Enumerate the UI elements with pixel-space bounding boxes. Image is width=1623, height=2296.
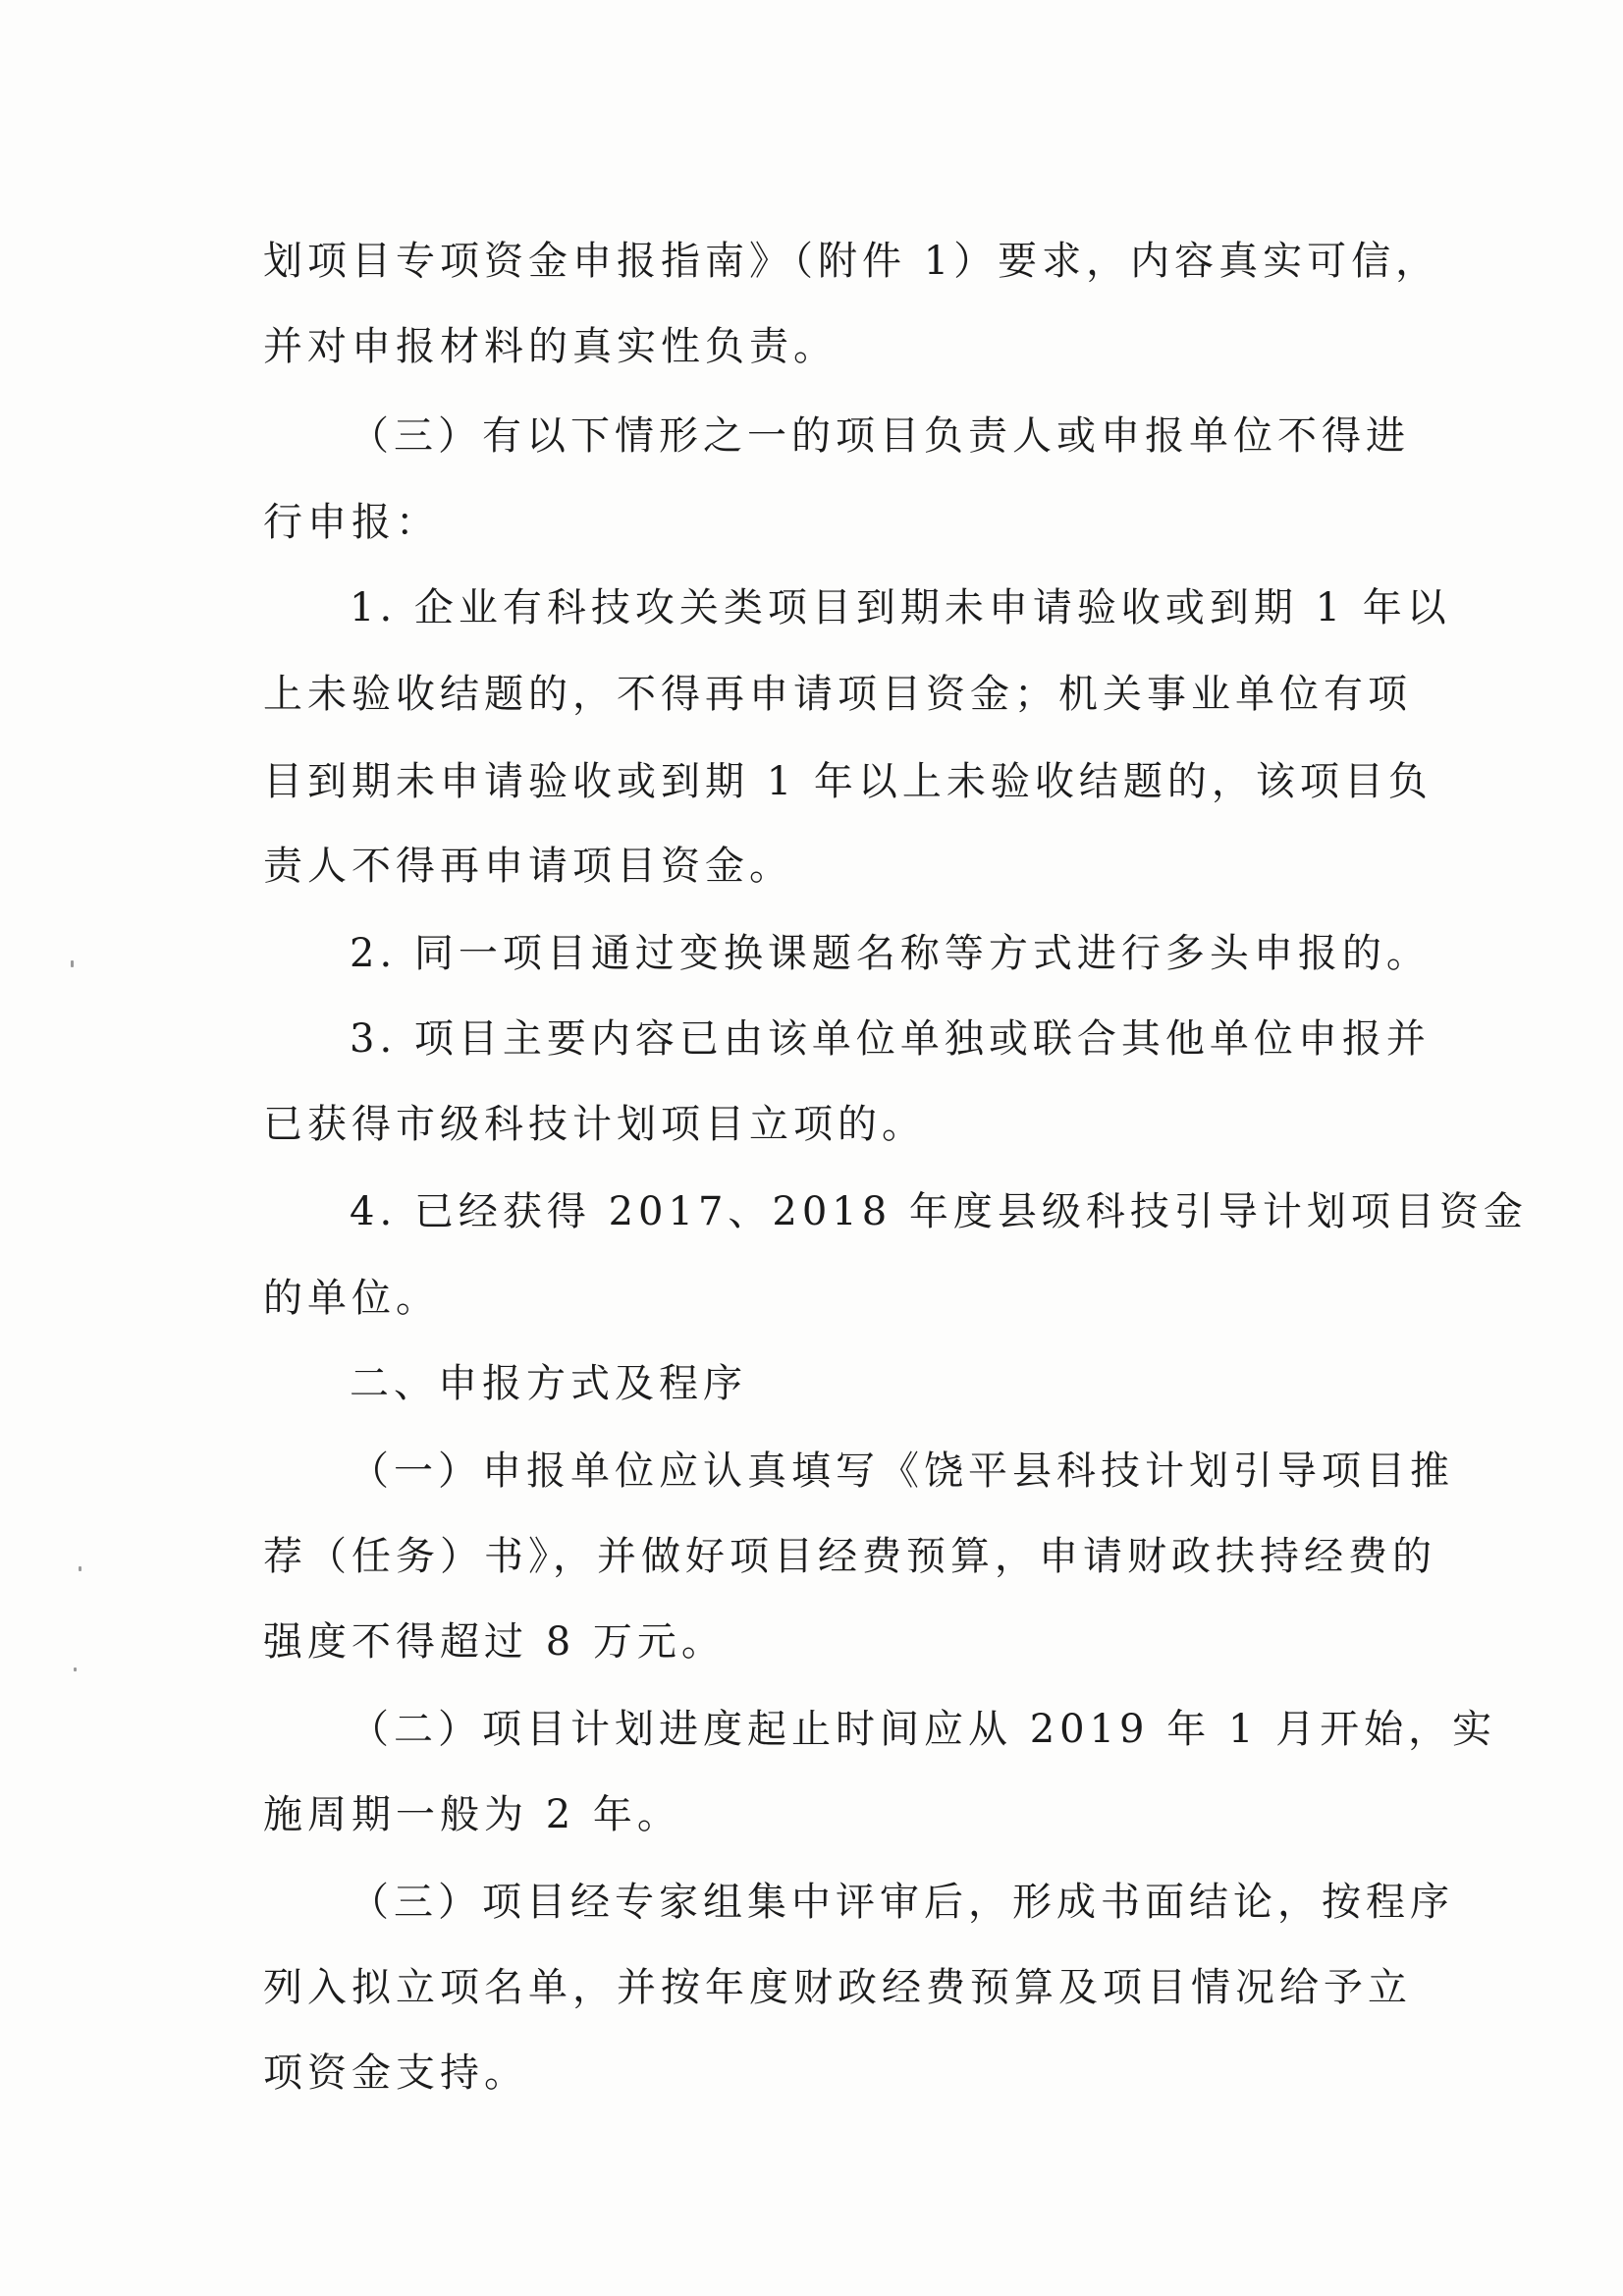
paragraph-line: 的单位。 bbox=[263, 1276, 440, 1321]
paragraph-line: 划项目专项资金申报指南》（附件 1）要求，内容真实可信， bbox=[263, 239, 1440, 284]
paragraph-line: 上未验收结题的，不得再申请项目资金；机关事业单位有项 bbox=[263, 672, 1412, 717]
paragraph-line: 并对申报材料的真实性负责。 bbox=[263, 324, 838, 369]
scan-speck bbox=[74, 1667, 77, 1671]
paragraph-line: 施周期一般为 2 年。 bbox=[263, 1792, 681, 1837]
paragraph-line: 1. 企业有科技攻关类项目到期未申请验收或到期 1 年以 bbox=[350, 585, 1451, 630]
section-heading: 二、申报方式及程序 bbox=[350, 1361, 747, 1406]
scan-speck bbox=[71, 960, 74, 967]
paragraph-line: （三）项目经专家组集中评审后，形成书面结论，按程序 bbox=[350, 1880, 1454, 1925]
paragraph-line: 目到期未申请验收或到期 1 年以上未验收结题的，该项目负 bbox=[263, 759, 1433, 804]
paragraph-line: 荐（任务）书》，并做好项目经费预算，申请财政扶持经费的 bbox=[263, 1534, 1436, 1579]
paragraph-line: 强度不得超过 8 万元。 bbox=[263, 1619, 726, 1665]
paragraph-line: （一）申报单位应认真填写《饶平县科技计划引导项目推 bbox=[350, 1449, 1454, 1494]
paragraph-line: （三）有以下情形之一的项目负责人或申报单位不得进 bbox=[350, 413, 1410, 459]
paragraph-line: 项资金支持。 bbox=[263, 2050, 528, 2096]
paragraph-line: 行申报： bbox=[263, 500, 440, 545]
paragraph-line: （二）项目计划进度起止时间应从 2019 年 1 月开始，实 bbox=[350, 1707, 1497, 1752]
paragraph-line: 已获得市级科技计划项目立项的。 bbox=[263, 1102, 926, 1147]
paragraph-line: 列入拟立项名单，并按年度财政经费预算及项目情况给予立 bbox=[263, 1965, 1412, 2010]
paragraph-line: 2. 同一项目通过变换课题名称等方式进行多头申报的。 bbox=[350, 931, 1431, 976]
paragraph-line: 责人不得再申请项目资金。 bbox=[263, 844, 793, 889]
scan-speck bbox=[79, 1566, 81, 1571]
paragraph-line: 3. 项目主要内容已由该单位单独或联合其他单位申报并 bbox=[350, 1016, 1431, 1062]
paragraph-line: 4. 已经获得 2017、2018 年度县级科技引导计划项目资金 bbox=[350, 1189, 1528, 1234]
